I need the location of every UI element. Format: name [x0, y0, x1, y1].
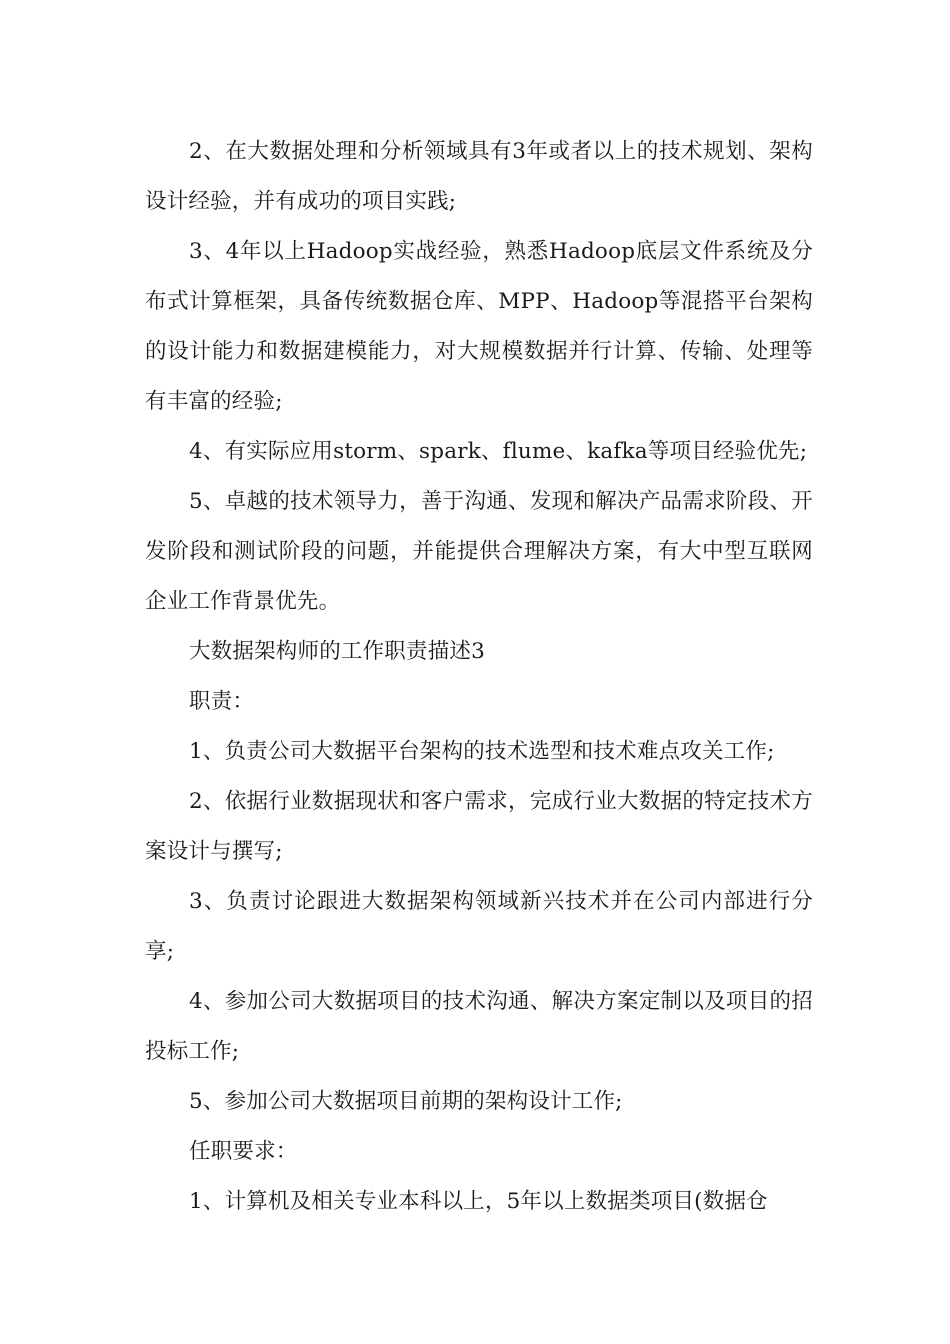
paragraph-duty-1: 1、负责公司大数据平台架构的技术选型和技术难点攻关工作;	[189, 739, 775, 764]
paragraph-duty-4: 4、参加公司大数据项目的技术沟通、解决方案定制以及项目的招投标工作;	[145, 989, 813, 1064]
paragraph-requirement-2: 2、在大数据处理和分析领域具有3年或者以上的技术规划、架构设计经验，并有成功的项目实践;	[145, 139, 813, 214]
duties-label: 职责：	[189, 689, 255, 714]
paragraph-requirement-5: 5、卓越的技术领导力，善于沟通、发现和解决产品需求阶段、开发阶段和测试阶段的问题，并能提供合理解决方案，有大中型互联网企业工作背景优先。	[145, 489, 813, 614]
paragraph-duty-3: 3、负责讨论跟进大数据架构领域新兴技术并在公司内部进行分享;	[145, 889, 813, 964]
paragraph-duty-2: 2、依据行业数据现状和客户需求，完成行业大数据的特定技术方案设计与撰写;	[145, 789, 813, 864]
document-body	[145, 127, 813, 1227]
paragraph-duty-5: 5、参加公司大数据项目前期的架构设计工作;	[189, 1089, 623, 1114]
paragraph-requirement-4: 4、有实际应用storm、spark、flume、kafka等项目经验优先;	[189, 439, 808, 464]
section-heading: 大数据架构师的工作职责描述3	[189, 639, 485, 664]
paragraph-requirement-3: 3、4年以上Hadoop实战经验，熟悉Hadoop底层文件系统及分布式计算框架，具备传统数据仓库、MPP、Hadoop等混搭平台架构的设计能力和数据建模能力，对大规模数据并行计算、传输、处理等有丰富的经验;	[145, 239, 813, 414]
requirements-label: 任职要求：	[189, 1139, 298, 1164]
paragraph-requirement-new-1: 1、计算机及相关专业本科以上，5年以上数据类项目(数据仓	[189, 1189, 768, 1214]
